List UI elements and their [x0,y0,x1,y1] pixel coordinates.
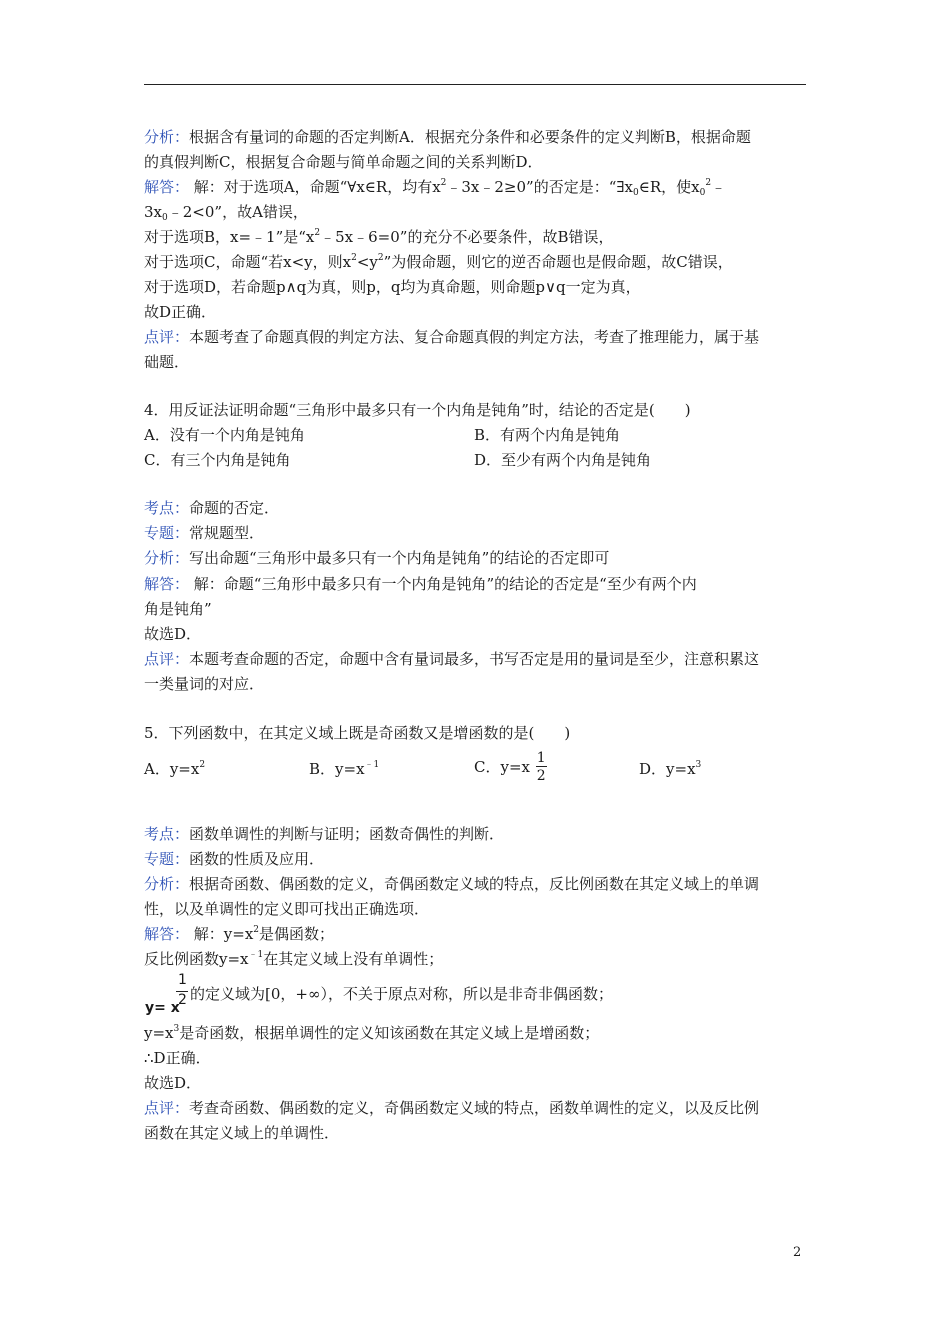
question-4-stem: 4．用反证法证明命题“三角形中最多只有一个内角是钝角”时，结论的否定是( ) [144,401,691,419]
analysis-line-2: 的真假判断C，根据复合命题与简单命题之间的关系判断D． [144,153,543,171]
solution-line-3: 对于选项B，x=﹣1”是“$x^2﹣5x﹣6=0$”的充分不必要条件，故B错误， [144,228,614,246]
q4-solution-line-2: 角是钝角” [144,600,212,618]
comment-line-1: 点评：本题考查了命题真假的判定方法、复合命题真假的判定方法，考查了推理能力，属于基 [144,328,760,346]
q4-knowledge-point: 考点：命题的否定． [144,499,280,517]
solution-line-6: 故D正确． [144,303,217,321]
q5-solution-line-6: 故选D． [144,1074,202,1092]
q5-analysis-line-2: 性，以及单调性的定义即可找出正确选项． [144,900,430,918]
fraction-one-half: $\frac{1}{2}$ [536,750,546,784]
q5-knowledge-point: 考点：函数单调性的判断与证明；函数奇偶性的判断． [144,825,505,843]
q5-option-a: A．$y=x^2$ [144,760,206,778]
q5-option-d: D．$y=x^3$ [639,760,702,778]
formula-y-equals-x-half: y= x 1 2 [145,972,187,1016]
q5-solution-line-4: $y=x^3$是奇函数，根据单调性的定义知该函数在其定义域上是增函数； [144,1024,600,1042]
q5-solution-line-5: ∴D正确． [144,1049,211,1067]
q4-topic: 专题：常规题型． [144,524,265,542]
q5-analysis-line-1: 分析：根据奇函数、偶函数的定义，奇偶函数定义域的特点，反比例函数在其定义域上的单调 [144,875,760,893]
q4-comment-line-1: 点评：本题考查命题的否定，命题中含有量词最多，书写否定是用的量词是至少，注意积累这 [144,650,760,668]
solution-line-5: 对于选项D，若命题p∧q为真，则p，q均为真命题，则命题p∨q一定为真， [144,278,641,296]
solution-line-2: $3x_0﹣2<0$”，故A错误， [144,203,308,223]
q5-comment-line-1: 点评：考查奇函数、偶函数的定义，奇偶函数定义域的特点，函数单调性的定义，以及反比例 [144,1099,760,1117]
question-5-stem: 5．下列函数中，在其定义域上既是奇函数又是增函数的是( ) [144,724,571,742]
q4-analysis: 分析：写出命题“三角形中最多只有一个内角是钝角”的结论的否定即可 [144,549,610,567]
solution-line-4: 对于选项C，命题“若x<y，则$x^2<y^2$”为假命题，则它的逆否命题也是假命题，故C错误， [144,253,733,271]
q5-option-b: B．$y=x^{﹣1}$ [309,760,380,778]
q4-option-c: C．有三个内角是钝角 [144,451,291,469]
analysis-line-1: 分析：根据含有量词的命题的否定判断A．根据充分条件和必要条件的定义判断B，根据命题 [144,128,751,146]
comment-line-2: 础题． [144,353,190,371]
q4-comment-line-2: 一类量词的对应． [144,675,265,693]
page-number: 2 [793,1245,802,1260]
q4-option-a: A．没有一个内角是钝角 [144,426,305,444]
q5-solution-line-3: 的定义域为[0，+∞），不关于原点对称，所以是非奇非偶函数； [190,985,613,1003]
q4-solution-line-3: 故选D． [144,625,202,643]
q4-option-d: D．至少有两个内角是钝角 [474,451,652,469]
top-rule [144,84,806,85]
solution-line-1: 解答： 解：对于选项A，命题“∀x∈R，均有$x^2﹣3x﹣2\ge 0$”的否定是：“$\exists x_0\in R$，使$x_0^2﹣$ [144,178,727,198]
q5-solution-line-2: 反比例函数$y=x^{﹣1}$在其定义域上没有单调性； [144,950,444,968]
q5-option-c: C．y=x $\frac{1}{2}$ [474,752,549,782]
q4-solution-line-1: 解答： 解：命题“三角形中最多只有一个内角是钝角”的结论的否定是“至少有两个内 [144,575,697,593]
q5-solution-line-1: 解答： 解：$y=x^2$是偶函数； [144,925,335,943]
q5-topic: 专题：函数的性质及应用． [144,850,325,868]
q5-comment-line-2: 函数在其定义域上的单调性． [144,1124,340,1142]
q4-option-b: B．有两个内角是钝角 [474,426,621,444]
